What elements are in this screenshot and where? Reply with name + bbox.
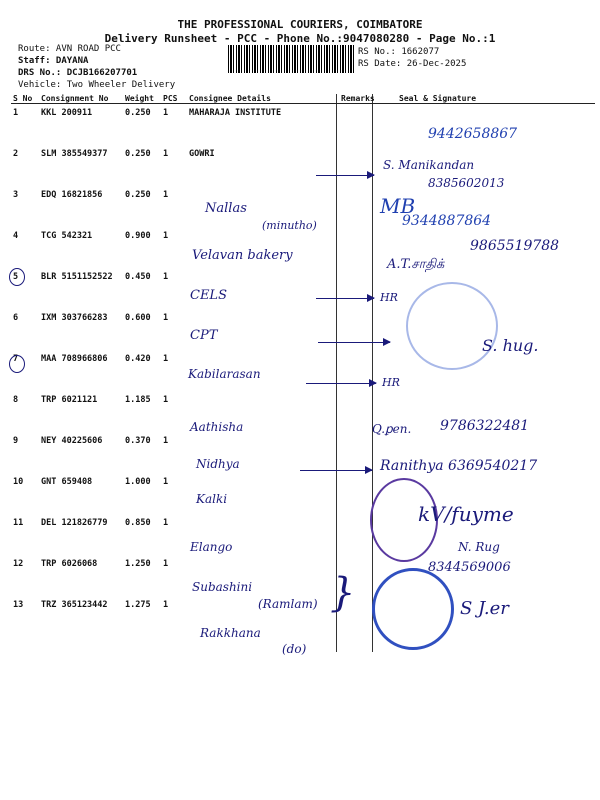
row-pcs: 1 xyxy=(163,477,169,487)
row-weight: 0.250 xyxy=(125,190,151,200)
handwritten-name-10: Kalki xyxy=(196,492,228,506)
row-sno: 8 xyxy=(13,395,19,405)
row-sno: 5 xyxy=(13,272,19,282)
handwritten-sig-11: N. Rug xyxy=(458,540,500,554)
table-header xyxy=(11,94,595,104)
row-consignment: NEY 40225606 xyxy=(41,436,103,446)
col-consignee: Consignee Details xyxy=(187,94,339,104)
circle-mark-7 xyxy=(9,355,25,373)
row-weight: 0.600 xyxy=(125,313,151,323)
row-sno: 4 xyxy=(13,231,19,241)
row-sno: 12 xyxy=(13,559,24,569)
row-pcs: 1 xyxy=(163,149,169,159)
row-pcs: 1 xyxy=(163,436,169,446)
row-sno: 6 xyxy=(13,313,19,323)
row-pcs: 1 xyxy=(163,313,169,323)
faded-stamp xyxy=(406,282,498,370)
row-sno: 1 xyxy=(13,108,19,118)
row-sno: 7 xyxy=(13,354,19,364)
rs-number: RS No.: 1662077 xyxy=(358,47,440,57)
row-weight: 0.420 xyxy=(125,354,151,364)
row-consignment: GNT 659408 xyxy=(41,477,93,487)
handwritten-phone-8: 9786322481 xyxy=(440,418,530,434)
table-row xyxy=(11,350,595,391)
table-row xyxy=(11,145,595,186)
security-stamp xyxy=(372,568,454,650)
route-label: Route: AVN ROAD PCC xyxy=(18,44,121,54)
row-consignment: IXM 303766283 xyxy=(41,313,108,323)
row-weight: 0.450 xyxy=(125,272,151,282)
row-consignment: DEL 121826779 xyxy=(41,518,108,528)
row-pcs: 1 xyxy=(163,231,169,241)
row-consignment: TRP 6021121 xyxy=(41,395,98,405)
row-consignment: TCG 542321 xyxy=(41,231,93,241)
col-pcs: PCS xyxy=(161,94,187,104)
handwritten-sig-10: kV/fuyme xyxy=(418,502,514,526)
handwritten-name-12b: (Ramlam) xyxy=(258,597,318,611)
barcode xyxy=(228,45,354,73)
row-remarks xyxy=(339,268,375,309)
circle-mark-5 xyxy=(9,268,25,286)
row-pcs: 1 xyxy=(163,518,169,528)
col-signature: Seal & Signature xyxy=(375,94,595,104)
handwritten-name-12: Subashini xyxy=(192,580,253,594)
row-pcs: 1 xyxy=(163,600,169,610)
handwritten-name-3b: (minutho) xyxy=(262,219,317,232)
row-sno: 9 xyxy=(13,436,19,446)
row-weight: 0.370 xyxy=(125,436,151,446)
arrow-row-7 xyxy=(306,383,376,384)
row-consignment: MAA 708966806 xyxy=(41,354,108,364)
row-consignee: GOWRI xyxy=(189,149,215,159)
handwritten-name-4: Velavan bakery xyxy=(192,248,293,263)
handwritten-name-5: CELS xyxy=(190,288,227,303)
arrow-row-6 xyxy=(318,342,390,343)
handwritten-name-13: Rakkhana xyxy=(200,626,261,640)
handwritten-name-3: Nallas xyxy=(205,201,247,216)
bracket-mark: } xyxy=(330,570,356,616)
row-weight: 1.000 xyxy=(125,477,151,487)
handwritten-sig-2: S. Manikandan xyxy=(383,158,475,172)
handwritten-remark-7: HR xyxy=(382,376,400,389)
row-consignment: TRP 6026068 xyxy=(41,559,98,569)
handwritten-name-9: Nidhya xyxy=(196,457,240,471)
row-remarks xyxy=(339,391,375,432)
row-weight: 1.185 xyxy=(125,395,151,405)
handwritten-name-11: Elango xyxy=(190,540,233,554)
row-sno: 13 xyxy=(13,600,24,610)
row-sno: 2 xyxy=(13,149,19,159)
row-consignment: KKL 200911 xyxy=(41,108,93,118)
company-title: THE PROFESSIONAL COURIERS, COIMBATORE xyxy=(177,18,423,31)
row-pcs: 1 xyxy=(163,190,169,200)
staff-label: Staff: DAYANA xyxy=(18,56,89,66)
handwritten-name-13b: (do) xyxy=(282,642,307,656)
table-row xyxy=(11,268,595,309)
row-consignment: EDQ 16821856 xyxy=(41,190,103,200)
row-consignee: MAHARAJA INSTITUTE xyxy=(189,108,282,118)
handwritten-remark-5: HR xyxy=(380,291,398,304)
handwritten-name-6: CPT xyxy=(190,328,218,343)
row-weight: 0.250 xyxy=(125,108,151,118)
runsheet-table xyxy=(11,94,595,637)
rs-date: RS Date: 26-Dec-2025 xyxy=(358,59,467,69)
arrow-row-2 xyxy=(316,175,374,176)
row-pcs: 1 xyxy=(163,272,169,282)
row-weight: 0.900 xyxy=(125,231,151,241)
handwritten-sig-9: Ranithya 6369540217 xyxy=(380,458,538,474)
handwritten-initials-3: MB xyxy=(380,194,416,218)
col-consignment: Consignment No xyxy=(39,94,123,104)
arrow-row-9 xyxy=(300,470,372,471)
row-pcs: 1 xyxy=(163,395,169,405)
col-sno: S No xyxy=(11,94,39,104)
row-pcs: 1 xyxy=(163,559,169,569)
row-sno: 10 xyxy=(13,477,24,487)
runsheet-title: Delivery Runsheet - PCC - Phone No.:9047080280 - Page No.:1 xyxy=(104,32,496,45)
col-weight: Weight xyxy=(123,94,161,104)
handwritten-sig-6: S. hug. xyxy=(482,336,539,355)
handwritten-phone-11: 8344569006 xyxy=(428,560,511,575)
row-pcs: 1 xyxy=(163,108,169,118)
drs-number: DRS No.: DCJB166207701 xyxy=(18,68,138,78)
row-remarks xyxy=(339,309,375,350)
row-consignment: BLR 5151152522 xyxy=(41,272,113,282)
handwritten-sig-1: 9442658867 xyxy=(428,126,518,142)
handwritten-phone-3: 9344887864 xyxy=(402,213,492,229)
row-remarks xyxy=(339,186,375,227)
row-weight: 0.250 xyxy=(125,149,151,159)
row-consignment: SLM 385549377 xyxy=(41,149,108,159)
row-remarks xyxy=(339,473,375,514)
arrow-row-5 xyxy=(316,298,374,299)
row-consignment: TRZ 365123442 xyxy=(41,600,108,610)
row-sno: 3 xyxy=(13,190,19,200)
row-pcs: 1 xyxy=(163,354,169,364)
row-remarks xyxy=(339,104,375,146)
row-weight: 1.275 xyxy=(125,600,151,610)
row-sno: 11 xyxy=(13,518,24,528)
row-remarks xyxy=(339,145,375,186)
vehicle-label: Vehicle: Two Wheeler Delivery xyxy=(18,80,176,90)
handwritten-phone-4: 9865519788 xyxy=(470,238,560,254)
handwritten-sig-4: A.T.சாதிக் xyxy=(387,257,445,272)
row-weight: 0.850 xyxy=(125,518,151,528)
col-remarks: Remarks xyxy=(341,94,375,103)
row-remarks xyxy=(339,227,375,268)
handwritten-sig-8: Q.ꝑen. xyxy=(372,422,412,436)
row-weight: 1.250 xyxy=(125,559,151,569)
handwritten-phone-2: 8385602013 xyxy=(428,176,505,190)
handwritten-name-8: Aathisha xyxy=(190,420,244,434)
handwritten-name-7: Kabilarasan xyxy=(188,367,261,381)
handwritten-sig-12: S J.er xyxy=(460,598,509,619)
